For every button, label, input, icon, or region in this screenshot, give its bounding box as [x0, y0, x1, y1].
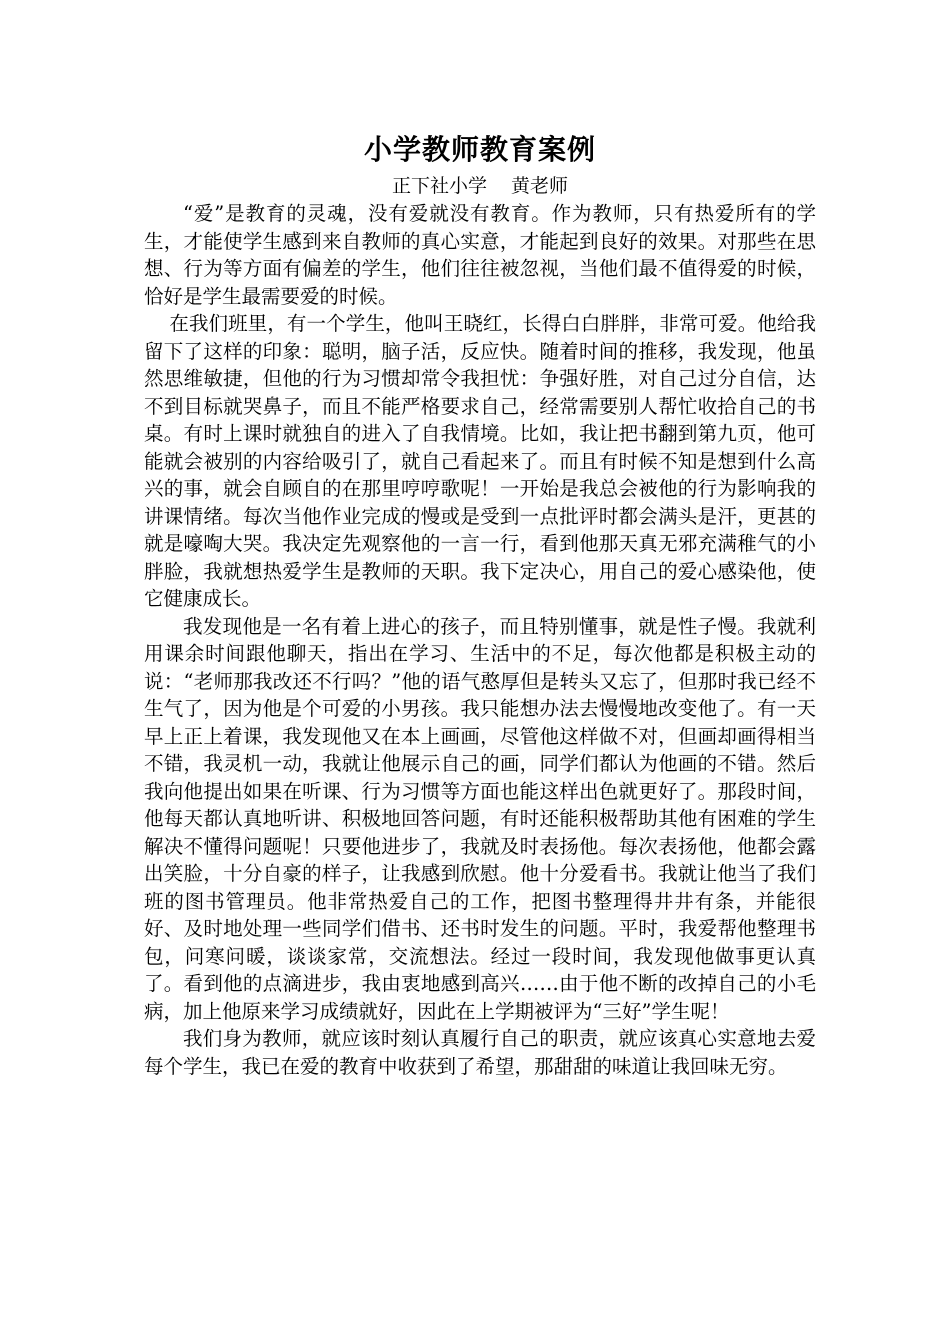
- paragraph-4: 我们身为教师，就应该时刻认真履行自己的职责，就应该真心实意地去爱每个学生，我已在爱的教育中收获到了希望，那甜甜的味道让我回味无穷。: [144, 1027, 816, 1078]
- paragraph-1: “爱”是教育的灵魂，没有爱就没有教育。作为教师，只有热爱所有的学生，才能使学生感到来自教师的真心实意，才能起到良好的效果。对那些在思想、行为等方面有偏差的学生，他们往往被忽视，当他们最不值得爱的时候，恰好是学生最需要爱的时候。: [144, 202, 816, 308]
- paragraph-2: 在我们班里，有一个学生，他叫王晓红，长得白白胖胖，非常可爱。他给我留下了这样的印象：聪明，脑子活，反应快。随着时间的推移，我发现，他虽然思维敏捷，但他的行为习惯却常令我担忧：争强好胜，对自己过分自信，达不到目标就哭鼻子，而且不能严格要求自己，经常需要别人帮忙收拾自己的书桌。有时上课时就独自的进入了自我情境。比如，我让把书翻到第九页，他可能就会被别的内容给吸引了，就自己看起来了。而且有时候不知是想到什么高兴的事，就会自顾自的在那里哼哼歌呢！一开始是我总会被他的行为影响我的讲课情绪。每次当他作业完成的慢或是受到一点批评时都会满头是汗，更甚的就是嚎啕大哭。我决定先观察他的一言一行，看到他那天真无邪充满稚气的小胖脸，我就想热爱学生是教师的天职。我下定决心，用自己的爱心感染他，使它健康成长。: [144, 312, 816, 610]
- author-byline: [144, 172, 816, 200]
- author-name: 黄老师: [511, 175, 569, 197]
- school-name: 正下社小学: [391, 175, 487, 197]
- paragraph-3: 我发现他是一名有着上进心的孩子，而且特别懂事，就是性子慢。我就利用课余时间跟他聊天，指出在学习、生活中的不足，每次他都是积极主动的说：“老师那我改还不行吗？”他的语气憨厚但是转头又忘了，但那时我已经不生气了，因为他是个可爱的小男孩。我只能想办法去慢慢地改变他了。有一天早上正上着课，我发现他又在本上画画，尽管他这样做不对，但画却画得相当不错，我灵机一动，我就让他展示自己的画，同学们都认为他画的不错。然后我向他提出如果在听课、行为习惯等方面也能这样出色就更好了。那段时间，他每天都认真地听讲、积极地回答问题，有时还能积极帮助其他有困难的学生解决不懂得问题呢！只要他进步了，我就及时表扬他。每次表扬他，他都会露出笑脸，十分自豪的样子，让我感到欣慰。他十分爱看书。我就让他当了我们班的图书管理员。他非常热爱自己的工作，把图书整理得井井有条，并能很好、及时地处理一些同学们借书、还书时发生的问题。平时，我爱帮他整理书包，问寒问暖，谈谈家常，交流想法。经过一段时间，我发现他做事更认真了。看到他的点滴进步，我由衷地感到高兴……由于他不断的改掉自己的小毛病，加上他原来学习成绩就好，因此在上学期被评为“三好”学生呢！: [144, 614, 816, 1023]
- document-title: 小学教师教育案例: [363, 133, 596, 166]
- document-page: [144, 130, 816, 1080]
